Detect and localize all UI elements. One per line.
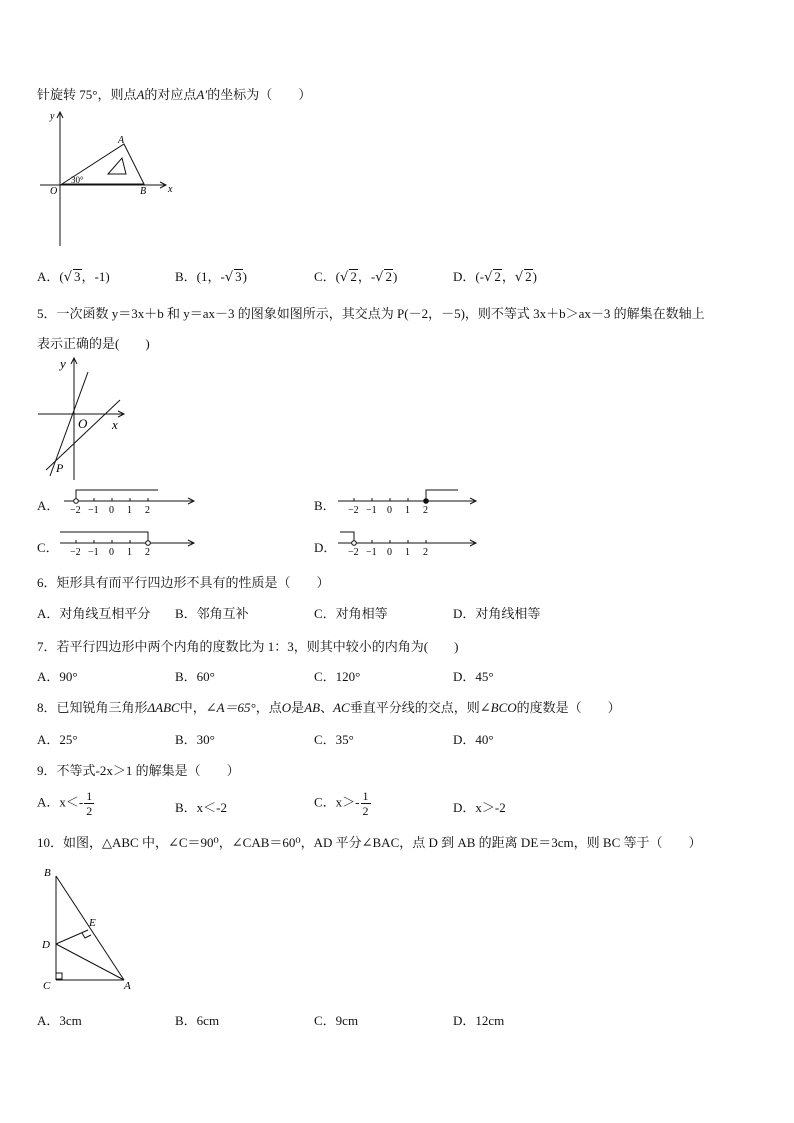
q10-option-b: B．6cm <box>175 1013 220 1028</box>
q6-option-a: A．对角线互相平分 <box>37 606 151 621</box>
q5-option-d-numberline <box>338 528 480 558</box>
q7-option-c: C．120° <box>314 669 361 684</box>
q5-b-tick: 2 <box>423 505 428 516</box>
q9-stem: 9．不等式-2x＞1 的解集是（ ） <box>37 763 240 778</box>
q4-fig-point-b: B <box>140 186 147 197</box>
q10-option-d: D．12cm <box>453 1013 505 1028</box>
q4-fig-point-a: A <box>118 135 125 146</box>
q10-fig-point-c: C <box>43 980 51 992</box>
q8-option-b: B．30° <box>175 732 215 747</box>
q9-option-b: B．x＜-2 <box>175 800 228 815</box>
q5-option-c-numberline <box>56 528 200 558</box>
q4-figure <box>38 108 178 250</box>
q5-d-tick: 0 <box>387 547 392 558</box>
q6-option-b: B．邻角互补 <box>175 606 249 621</box>
q4-fig-angle-label: 30° <box>71 175 84 185</box>
q5-c-tick: −1 <box>88 547 99 558</box>
q10-stem: 10．如图，△ABC 中，∠C＝90⁰，∠CAB＝60⁰，AD 平分∠BAC，点 D 到 AB 的距离 DE＝3cm，则 BC 等于（ ） <box>37 835 702 850</box>
q8-option-d: D．40° <box>453 732 494 747</box>
q10-fig-point-d: D <box>42 939 50 951</box>
q10-option-c: C．9cm <box>314 1013 359 1028</box>
q9-option-a: A．x＜- $\frac{1}{2}$ <box>37 789 93 818</box>
q5-c-tick: 1 <box>127 547 132 558</box>
q4-option-b: B．(1，-√ 3) <box>175 269 247 285</box>
q5-c-tick: 0 <box>109 547 114 558</box>
q5-a-tick: −2 <box>70 505 81 516</box>
q5-fig-point-p: P <box>56 461 64 475</box>
q10-fig-point-b: B <box>44 867 51 879</box>
q10-figure <box>38 862 138 996</box>
q4-option-d: D．(-√ 2，√ 2) <box>453 269 538 285</box>
q5-option-c-label: C． <box>37 540 59 555</box>
q5-b-tick: −2 <box>348 505 359 516</box>
q4-fig-y-label: y <box>50 111 55 122</box>
q5-d-tick: 2 <box>423 547 428 558</box>
q6-option-c: C．对角相等 <box>314 606 388 621</box>
q5-c-tick: 2 <box>145 547 150 558</box>
q5-a-tick: −1 <box>88 505 99 516</box>
q4-option-c: C．(√ 2，-√ 2) <box>314 269 398 285</box>
q5-c-tick: −2 <box>70 547 81 558</box>
q5-a-tick: 1 <box>127 505 132 516</box>
q10-fig-point-a: A <box>124 980 131 992</box>
q8-option-c: C．35° <box>314 732 354 747</box>
q5-d-tick: 1 <box>405 547 410 558</box>
q5-stem-line1: 5．一次函数 y＝3x＋b 和 y＝ax－3 的图象如图所示，其交点为 P(－2，－5)，则不等式 3x＋b＞ax－3 的解集在数轴上 <box>37 306 705 321</box>
q5-option-d-label: D． <box>314 540 337 555</box>
q4-option-a: A．(√ 3，-1) <box>37 269 110 285</box>
q5-option-a-label: A． <box>37 498 60 513</box>
q5-a-tick: 2 <box>145 505 150 516</box>
q5-d-tick: −2 <box>348 547 359 558</box>
q5-fig-origin-label: O <box>78 416 88 431</box>
q4-stem: 针旋转 75°，则点A的对应点A′的坐标为（ ） <box>37 87 312 102</box>
q10-option-a: A．3cm <box>37 1013 82 1028</box>
q7-option-d: D．45° <box>453 669 494 684</box>
q5-option-a-numberline <box>60 486 200 516</box>
q5-b-tick: 0 <box>387 505 392 516</box>
q4-fig-x-label: x <box>168 184 173 195</box>
q5-option-b-numberline <box>338 486 480 516</box>
q7-option-b: B．60° <box>175 669 215 684</box>
q6-option-d: D．对角线相等 <box>453 606 541 621</box>
q5-d-tick: −1 <box>366 547 377 558</box>
q10-fig-point-e: E <box>89 917 96 929</box>
q7-stem: 7．若平行四边形中两个内角的度数比为 1：3，则其中较小的内角为( ) <box>37 639 459 654</box>
q5-option-b-label: B． <box>314 498 336 513</box>
q5-fig-y-label: y <box>60 356 66 371</box>
q8-option-a: A．25° <box>37 732 78 747</box>
q9-option-c: C．x＞- $\frac{1}{2}$ <box>314 789 369 818</box>
q5-stem-line2: 表示正确的是( ) <box>37 336 150 351</box>
q5-b-tick: −1 <box>366 505 377 516</box>
q8-stem: 8．已知锐角三角形ΔABC中，∠A＝65°，点O是AB、AC垂直平分线的交点，则∠BCO的度数是（ ） <box>37 700 621 715</box>
q6-stem: 6．矩形具有而平行四边形不具有的性质是（ ） <box>37 575 330 590</box>
q5-a-tick: 0 <box>109 505 114 516</box>
q4-fig-origin-label: O <box>50 186 58 197</box>
q5-b-tick: 1 <box>405 505 410 516</box>
q9-option-d: D．x＞-2 <box>453 800 506 815</box>
q5-figure <box>36 352 128 482</box>
q7-option-a: A．90° <box>37 669 78 684</box>
q5-fig-x-label: x <box>112 417 118 432</box>
